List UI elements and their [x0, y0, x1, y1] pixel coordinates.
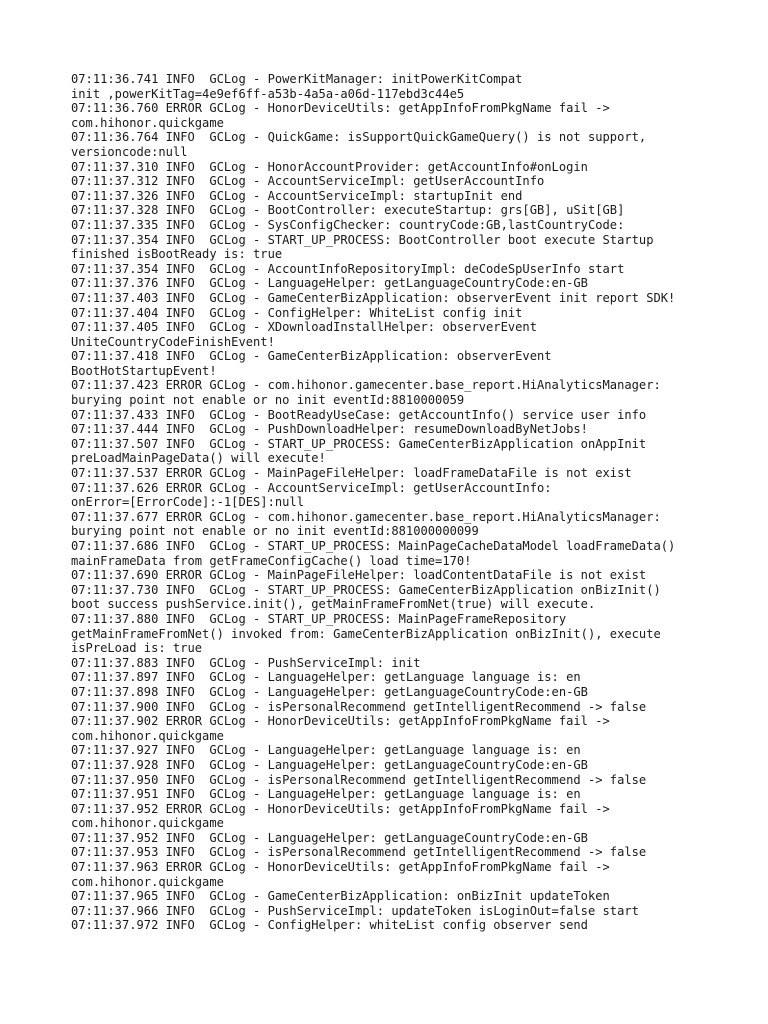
log-line: 07:11:37.423 ERROR GCLog - com.hihonor.gamecenter.base_report.HiAnalyticsManager:: [71, 378, 661, 393]
log-line: 07:11:37.310 INFO GCLog - HonorAccountProvider: getAccountInfo#onLogin: [71, 159, 588, 174]
log-line: 07:11:37.677 ERROR GCLog - com.hihonor.gamecenter.base_report.HiAnalyticsManager:: [71, 509, 661, 524]
log-line: 07:11:37.965 INFO GCLog - GameCenterBizApplication: onBizInit updateToken: [71, 889, 610, 904]
log-line: 07:11:37.403 INFO GCLog - GameCenterBizApplication: observerEvent init report SDK!: [71, 290, 676, 305]
log-line: com.hihonor.quickgame: [71, 816, 224, 831]
log-line: 07:11:36.760 ERROR GCLog - HonorDeviceUtils: getAppInfoFromPkgName fail ->: [71, 101, 610, 116]
log-text: [71, 72, 711, 933]
log-line: 07:11:37.952 INFO GCLog - LanguageHelper: getLanguageCountryCode:en-GB: [71, 830, 588, 845]
log-line: com.hihonor.quickgame: [71, 115, 224, 130]
log-line: finished isBootReady is: true: [71, 247, 283, 262]
log-line: boot success pushService.init(), getMainFrameFromNet(true) will execute.: [71, 597, 596, 612]
log-line: com.hihonor.quickgame: [71, 874, 224, 889]
log-line: init ,powerKitTag=4e9ef6ff-a53b-4a5a-a06d-117ebd3c44e5: [71, 86, 465, 101]
log-line: 07:11:37.950 INFO GCLog - isPersonalRecommend getIntelligentRecommend -> false: [71, 772, 647, 787]
log-line: isPreLoad is: true: [71, 641, 203, 656]
log-line: mainFrameData from getFrameConfigCache() load time=170!: [71, 553, 472, 568]
log-line: 07:11:37.730 INFO GCLog - START_UP_PROCESS: GameCenterBizApplication onBizInit(): [71, 582, 661, 597]
log-line: 07:11:37.626 ERROR GCLog - AccountServiceImpl: getUserAccountInfo:: [71, 480, 552, 495]
log-line: 07:11:37.686 INFO GCLog - START_UP_PROCESS: MainPageCacheDataModel loadFrameData(): [71, 539, 676, 553]
log-line: com.hihonor.quickgame: [71, 728, 224, 743]
log-line: 07:11:37.927 INFO GCLog - LanguageHelper: getLanguage language is: en: [71, 743, 581, 758]
log-line: 07:11:37.928 INFO GCLog - LanguageHelper: getLanguageCountryCode:en-GB: [71, 757, 588, 772]
log-line: 07:11:37.328 INFO GCLog - BootController: executeStartup: grs[GB], uSit[GB]: [71, 203, 625, 218]
log-line: 07:11:37.312 INFO GCLog - AccountServiceImpl: getUserAccountInfo: [71, 174, 545, 189]
log-line: onError=[ErrorCode]:-1[DES]:null: [71, 495, 304, 510]
log-line: 07:11:37.405 INFO GCLog - XDownloadInstallHelper: observerEvent: [71, 320, 537, 335]
log-line: 07:11:37.900 INFO GCLog - isPersonalRecommend getIntelligentRecommend -> false: [71, 699, 647, 714]
log-line: 07:11:37.354 INFO GCLog - AccountInfoRepositoryImpl: deCodeSpUserInfo start: [71, 261, 625, 276]
log-line: 07:11:37.897 INFO GCLog - LanguageHelper: getLanguage language is: en: [71, 670, 581, 685]
log-line: 07:11:37.966 INFO GCLog - PushServiceImpl: updateToken isLoginOut=false start: [71, 903, 639, 918]
log-line: BootHotStartupEvent!: [71, 363, 217, 378]
log-line: 07:11:37.376 INFO GCLog - LanguageHelper: getLanguageCountryCode:en-GB: [71, 276, 588, 291]
log-line: getMainFrameFromNet() invoked from: GameCenterBizApplication onBizInit(), execute: [71, 626, 661, 641]
log-line: 07:11:37.354 INFO GCLog - START_UP_PROCESS: BootController boot execute Startup: [71, 232, 654, 247]
log-line: versioncode:null: [71, 144, 188, 159]
log-line: 07:11:36.741 INFO GCLog - PowerKitManager: initPowerKitCompat: [71, 72, 523, 86]
log-line: 07:11:37.326 INFO GCLog - AccountServiceImpl: startupInit end: [71, 188, 523, 203]
log-line: 07:11:37.880 INFO GCLog - START_UP_PROCESS: MainPageFrameRepository: [71, 611, 567, 626]
log-line: 07:11:37.690 ERROR GCLog - MainPageFileHelper: loadContentDataFile is not exist: [71, 568, 647, 583]
log-line: 07:11:37.433 INFO GCLog - BootReadyUseCase: getAccountInfo() service user info: [71, 407, 647, 422]
log-line: burying point not enable or no init eventId:8810000059: [71, 393, 465, 408]
log-line: 07:11:37.972 INFO GCLog - ConfigHelper: whiteList config observer send: [71, 918, 588, 933]
log-line: 07:11:37.963 ERROR GCLog - HonorDeviceUtils: getAppInfoFromPkgName fail ->: [71, 860, 610, 875]
log-line: 07:11:37.418 INFO GCLog - GameCenterBizApplication: observerEvent: [71, 349, 552, 364]
log-line: 07:11:37.335 INFO GCLog - SysConfigChecker: countryCode:GB,lastCountryCode:: [71, 217, 625, 232]
log-line: preLoadMainPageData() will execute!: [71, 451, 326, 466]
log-line: 07:11:37.444 INFO GCLog - PushDownloadHelper: resumeDownloadByNetJobs!: [71, 422, 588, 437]
log-line: 07:11:37.898 INFO GCLog - LanguageHelper: getLanguageCountryCode:en-GB: [71, 684, 588, 699]
log-line: 07:11:37.537 ERROR GCLog - MainPageFileHelper: loadFrameDataFile is not exist: [71, 466, 632, 481]
log-line: burying point not enable or no init eventId:881000000099: [71, 524, 479, 539]
log-line: 07:11:37.507 INFO GCLog - START_UP_PROCESS: GameCenterBizApplication onAppInit: [71, 436, 647, 451]
log-line: 07:11:37.883 INFO GCLog - PushServiceImpl: init: [71, 655, 421, 670]
log-line: 07:11:37.902 ERROR GCLog - HonorDeviceUtils: getAppInfoFromPkgName fail ->: [71, 714, 610, 729]
log-line: 07:11:36.764 INFO GCLog - QuickGame: isSupportQuickGameQuery() is not support,: [71, 130, 647, 145]
log-line: 07:11:37.953 INFO GCLog - isPersonalRecommend getIntelligentRecommend -> false: [71, 845, 647, 860]
log-line: 07:11:37.952 ERROR GCLog - HonorDeviceUtils: getAppInfoFromPkgName fail ->: [71, 801, 610, 816]
log-line: UniteCountryCodeFinishEvent!: [71, 334, 275, 349]
log-line: 07:11:37.951 INFO GCLog - LanguageHelper: getLanguage language is: en: [71, 787, 581, 802]
log-line: 07:11:37.404 INFO GCLog - ConfigHelper: WhiteList config init: [71, 305, 523, 320]
